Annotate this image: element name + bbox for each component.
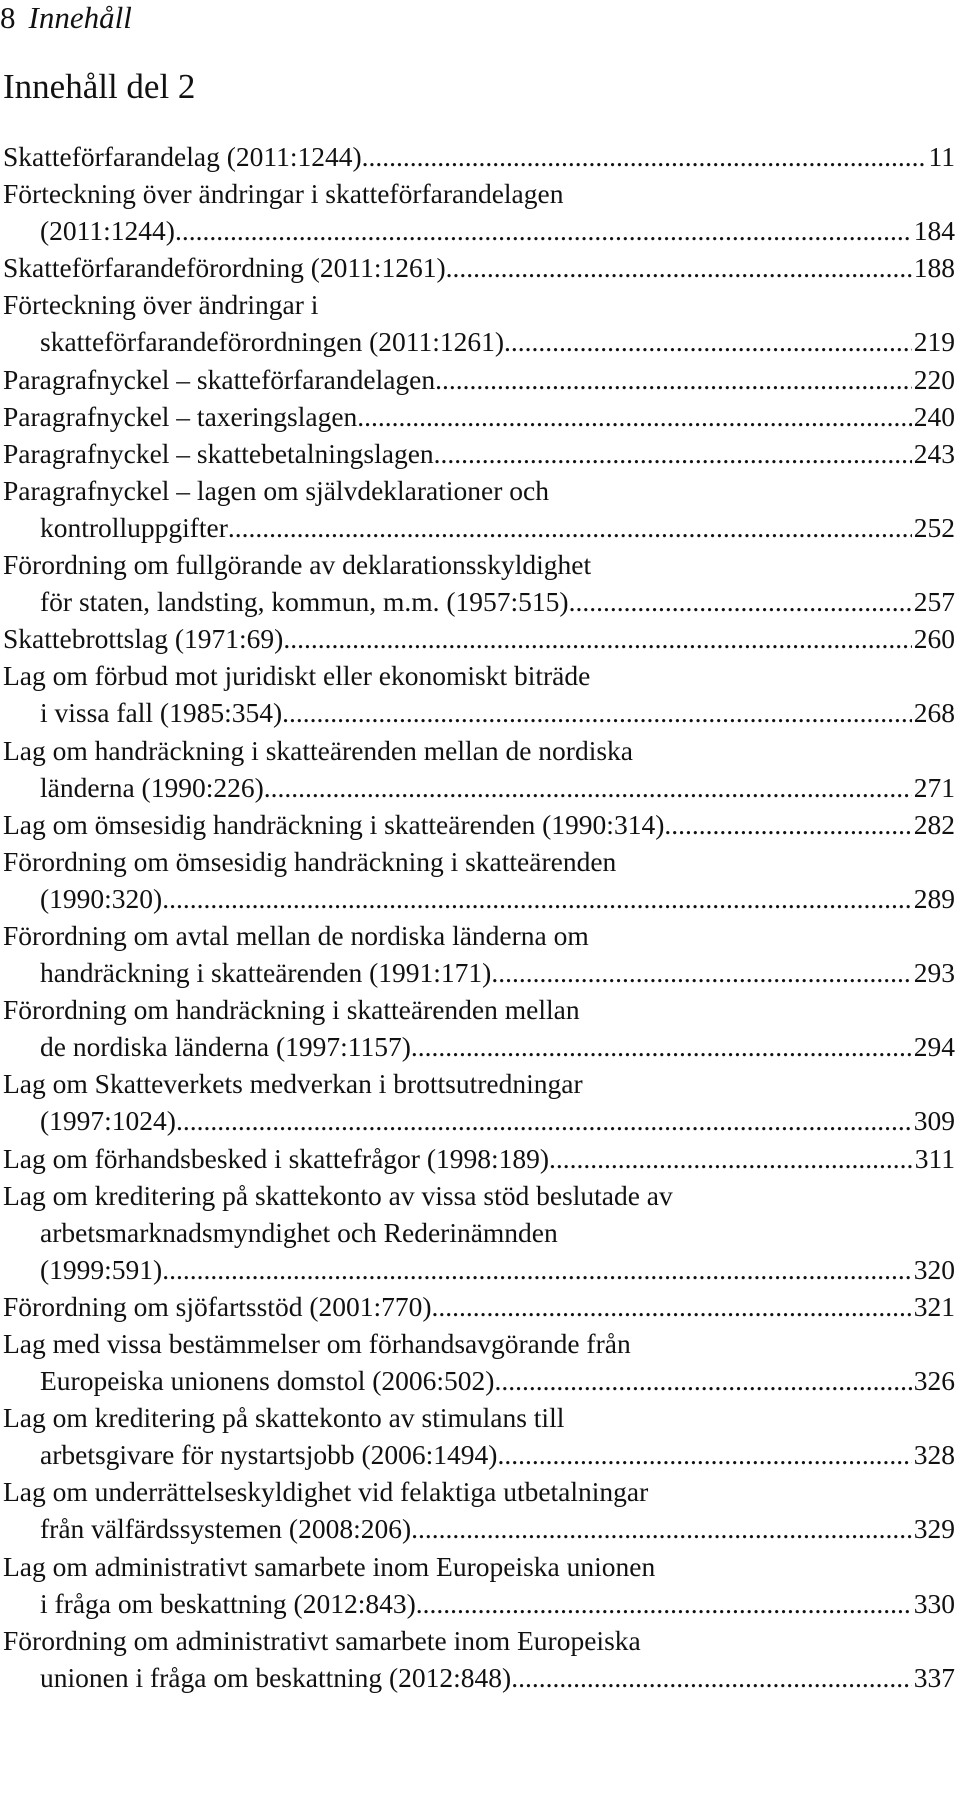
toc-entry[interactable]	[3, 843, 955, 917]
toc-entry[interactable]	[3, 138, 955, 175]
toc-entry-title-line: handräckning i skatteärenden (1991:171)	[40, 957, 492, 989]
toc-entry[interactable]	[3, 1473, 955, 1547]
toc-entry-last-line	[3, 620, 955, 657]
dot-leader	[664, 806, 911, 843]
toc-entry-title-line: Skattebrottslag (1971:69)	[3, 623, 284, 655]
toc-entry-last-line	[3, 323, 955, 360]
toc-entry-title-line: de nordiska länderna (1997:1157)	[40, 1031, 411, 1063]
dot-leader	[504, 323, 912, 360]
toc-page-number: 240	[913, 400, 955, 432]
toc-entry[interactable]	[3, 546, 955, 620]
toc-entry-title-line: (1997:1024)	[40, 1105, 176, 1137]
dot-leader	[162, 1251, 912, 1288]
toc-page-number: 184	[913, 215, 955, 247]
toc-entry[interactable]	[3, 249, 955, 286]
toc-entry-last-line	[3, 1102, 955, 1139]
toc-entry-last-line	[3, 1436, 955, 1473]
dot-leader	[228, 509, 912, 546]
toc-entry[interactable]	[3, 435, 955, 472]
dot-leader	[175, 212, 912, 249]
toc-entry-title-line: Paragrafnyckel – taxeringslagen	[3, 400, 358, 432]
toc-entry-last-line	[3, 1510, 955, 1547]
dot-leader	[282, 694, 912, 731]
toc-page-number: 337	[913, 1661, 955, 1693]
toc-entry-last-line	[3, 138, 955, 175]
toc-entry-title-line: Paragrafnyckel – lagen om självdeklarationer och	[3, 474, 549, 506]
toc-entry-title-line: Förordning om avtal mellan de nordiska länderna om	[3, 919, 589, 951]
dot-leader	[416, 1585, 912, 1622]
toc-entry-last-line	[3, 880, 955, 917]
toc-entry-title-line: Lag om underrättelseskyldighet vid felaktiga utbetalningar	[3, 1476, 649, 1508]
toc-entry[interactable]	[3, 286, 955, 360]
toc-entry[interactable]	[3, 991, 955, 1065]
page-number: 8	[0, 0, 16, 35]
toc-page-number: 219	[913, 326, 955, 358]
toc-entry[interactable]	[3, 806, 955, 843]
toc-entry-title-line: Lag om kreditering på skattekonto av vissa stöd beslutade av	[3, 1179, 673, 1211]
toc-entry-last-line	[3, 509, 955, 546]
toc-entry-last-line	[3, 806, 955, 843]
toc-entry[interactable]	[3, 917, 955, 991]
toc-entry-title-line: i vissa fall (1985:354)	[40, 697, 283, 729]
dot-leader	[435, 361, 912, 398]
toc-page-number: 311	[914, 1142, 955, 1174]
toc-page-number: 309	[913, 1105, 955, 1137]
toc-entry[interactable]	[3, 1288, 955, 1325]
toc-entry[interactable]	[3, 1065, 955, 1139]
toc-entry[interactable]	[3, 1140, 955, 1177]
toc-entry-title-line: Lag om handräckning i skatteärenden mellan de nordiska	[3, 734, 633, 766]
toc-page-number: 271	[913, 771, 955, 803]
running-header	[0, 0, 132, 36]
toc-entry-title-line: (2011:1244)	[40, 215, 175, 247]
dot-leader	[497, 1436, 911, 1473]
toc-page-number: 220	[913, 363, 955, 395]
toc-entry-last-line	[3, 1140, 955, 1177]
toc-entry[interactable]	[3, 657, 955, 731]
toc-entry-last-line	[3, 1251, 955, 1288]
toc-entry[interactable]	[3, 472, 955, 546]
toc-page-number: 260	[913, 623, 955, 655]
table-of-contents	[3, 138, 955, 1696]
toc-entry[interactable]	[3, 361, 955, 398]
dot-leader	[362, 138, 927, 175]
toc-entry-title-line: Europeiska unionens domstol (2006:502)	[40, 1365, 495, 1397]
toc-page-number: 188	[913, 252, 955, 284]
toc-entry-last-line	[3, 1659, 955, 1696]
toc-page-number: 330	[913, 1587, 955, 1619]
toc-entry-title-line: skatteförfarandeförordningen (2011:1261)	[40, 326, 505, 358]
toc-entry-title-line: Förordning om administrativt samarbete inom Europeiska	[3, 1624, 641, 1656]
toc-entry[interactable]	[3, 1399, 955, 1473]
toc-entry-last-line	[3, 1362, 955, 1399]
toc-entry[interactable]	[3, 1622, 955, 1696]
toc-entry-title-line: arbetsgivare för nystartsjobb (2006:1494)	[40, 1439, 498, 1471]
toc-entry-last-line	[3, 769, 955, 806]
toc-entry-last-line	[3, 361, 955, 398]
dot-leader	[162, 880, 912, 917]
toc-entry-title-line: Förordning om handräckning i skatteärenden mellan	[3, 994, 580, 1026]
dot-leader	[434, 435, 912, 472]
toc-page-number: 243	[913, 437, 955, 469]
toc-entry[interactable]	[3, 175, 955, 249]
running-section-title: Innehåll	[28, 0, 132, 35]
toc-entry-title-line: Förordning om sjöfartsstöd (2001:770)	[3, 1290, 432, 1322]
toc-page-number: 282	[913, 808, 955, 840]
dot-leader	[569, 583, 912, 620]
toc-page-number: 294	[913, 1031, 955, 1063]
toc-entry-title-line: för staten, landsting, kommun, m.m. (1957:515)	[40, 586, 569, 618]
toc-entry-title-line: (1990:320)	[40, 882, 163, 914]
toc-entry[interactable]	[3, 1177, 955, 1288]
dot-leader	[176, 1102, 912, 1139]
dot-leader	[283, 620, 911, 657]
toc-entry-title-line: länderna (1990:226)	[40, 771, 264, 803]
toc-entry-title-line: Paragrafnyckel – skatteförfarandelagen	[3, 363, 436, 395]
dot-leader	[411, 1510, 912, 1547]
toc-entry-title-line: från välfärdssystemen (2008:206)	[40, 1513, 412, 1545]
dot-leader	[549, 1140, 913, 1177]
toc-page-number: 252	[913, 511, 955, 543]
dot-leader	[411, 1028, 912, 1065]
toc-entry-last-line	[3, 249, 955, 286]
dot-leader	[432, 1288, 912, 1325]
toc-entry-title-line: Förordning om fullgörande av deklarationsskyldighet	[3, 549, 592, 581]
toc-page-number: 326	[913, 1365, 955, 1397]
dot-leader	[491, 954, 911, 991]
toc-entry-last-line	[3, 212, 955, 249]
toc-entry-last-line	[3, 1288, 955, 1325]
dot-leader	[446, 249, 912, 286]
toc-entry-title-line: unionen i fråga om beskattning (2012:848)	[40, 1661, 512, 1693]
toc-entry-title-line: i fråga om beskattning (2012:843)	[40, 1587, 416, 1619]
toc-page-number: 257	[913, 586, 955, 618]
toc-entry[interactable]	[3, 398, 955, 435]
toc-page-number: 329	[913, 1513, 955, 1545]
toc-entry[interactable]	[3, 620, 955, 657]
toc-entry-title-line: kontrolluppgifter	[40, 511, 228, 543]
toc-entry-title-line: (1999:591)	[40, 1253, 163, 1285]
toc-page-number: 289	[913, 882, 955, 914]
toc-page-number: 328	[913, 1439, 955, 1471]
dot-leader	[511, 1659, 912, 1696]
toc-entry-title-line: Lag med vissa bestämmelser om förhandsavgörande från	[3, 1328, 631, 1359]
toc-entry-title-line: Lag om förbud mot juridiskt eller ekonomiskt biträde	[3, 660, 591, 692]
toc-page-number: 293	[913, 957, 955, 989]
dot-leader	[264, 769, 912, 806]
toc-entry[interactable]	[3, 1325, 955, 1399]
toc-entry-last-line	[3, 694, 955, 731]
toc-entry-title-line: Lag om ömsesidig handräckning i skatteärenden (1990:314)	[3, 808, 665, 840]
toc-entry-title-line: Förteckning över ändringar i skatteförfarandelagen	[3, 178, 564, 210]
dot-leader	[494, 1362, 911, 1399]
toc-entry-title-line: Skatteförfarandeförordning (2011:1261)	[3, 252, 446, 284]
toc-entry-title-line: Förordning om ömsesidig handräckning i skatteärenden	[3, 845, 617, 877]
page-title: Innehåll del 2	[3, 67, 196, 106]
toc-entry-title-line: Skatteförfarandelag (2011:1244)	[3, 141, 362, 172]
toc-entry-title-line: Lag om förhandsbesked i skattefrågor (1998:189)	[3, 1142, 550, 1174]
toc-entry-title-line: Paragrafnyckel – skattebetalningslagen	[3, 437, 434, 469]
toc-entry-last-line	[3, 583, 955, 620]
dot-leader	[357, 398, 911, 435]
toc-page-number: 268	[913, 697, 955, 729]
toc-entry-last-line	[3, 1028, 955, 1065]
toc-entry-title-line: arbetsmarknadsmyndighet och Rederinämnden	[40, 1216, 558, 1248]
toc-page-number: 11	[928, 141, 955, 172]
toc-entry-title-line: Lag om Skatteverkets medverkan i brottsutredningar	[3, 1068, 583, 1100]
toc-entry-last-line	[3, 954, 955, 991]
toc-entry-last-line	[3, 1585, 955, 1622]
toc-entry-title-line: Förteckning över ändringar i	[3, 289, 319, 321]
toc-entry-last-line	[3, 435, 955, 472]
toc-page-number: 321	[913, 1290, 955, 1322]
toc-page-number: 320	[913, 1253, 955, 1285]
toc-entry-title-line: Lag om kreditering på skattekonto av stimulans till	[3, 1402, 565, 1434]
toc-entry-last-line	[3, 398, 955, 435]
toc-entry-title-line: Lag om administrativt samarbete inom Europeiska unionen	[3, 1550, 656, 1582]
toc-entry[interactable]	[3, 1548, 955, 1622]
toc-entry[interactable]	[3, 732, 955, 806]
